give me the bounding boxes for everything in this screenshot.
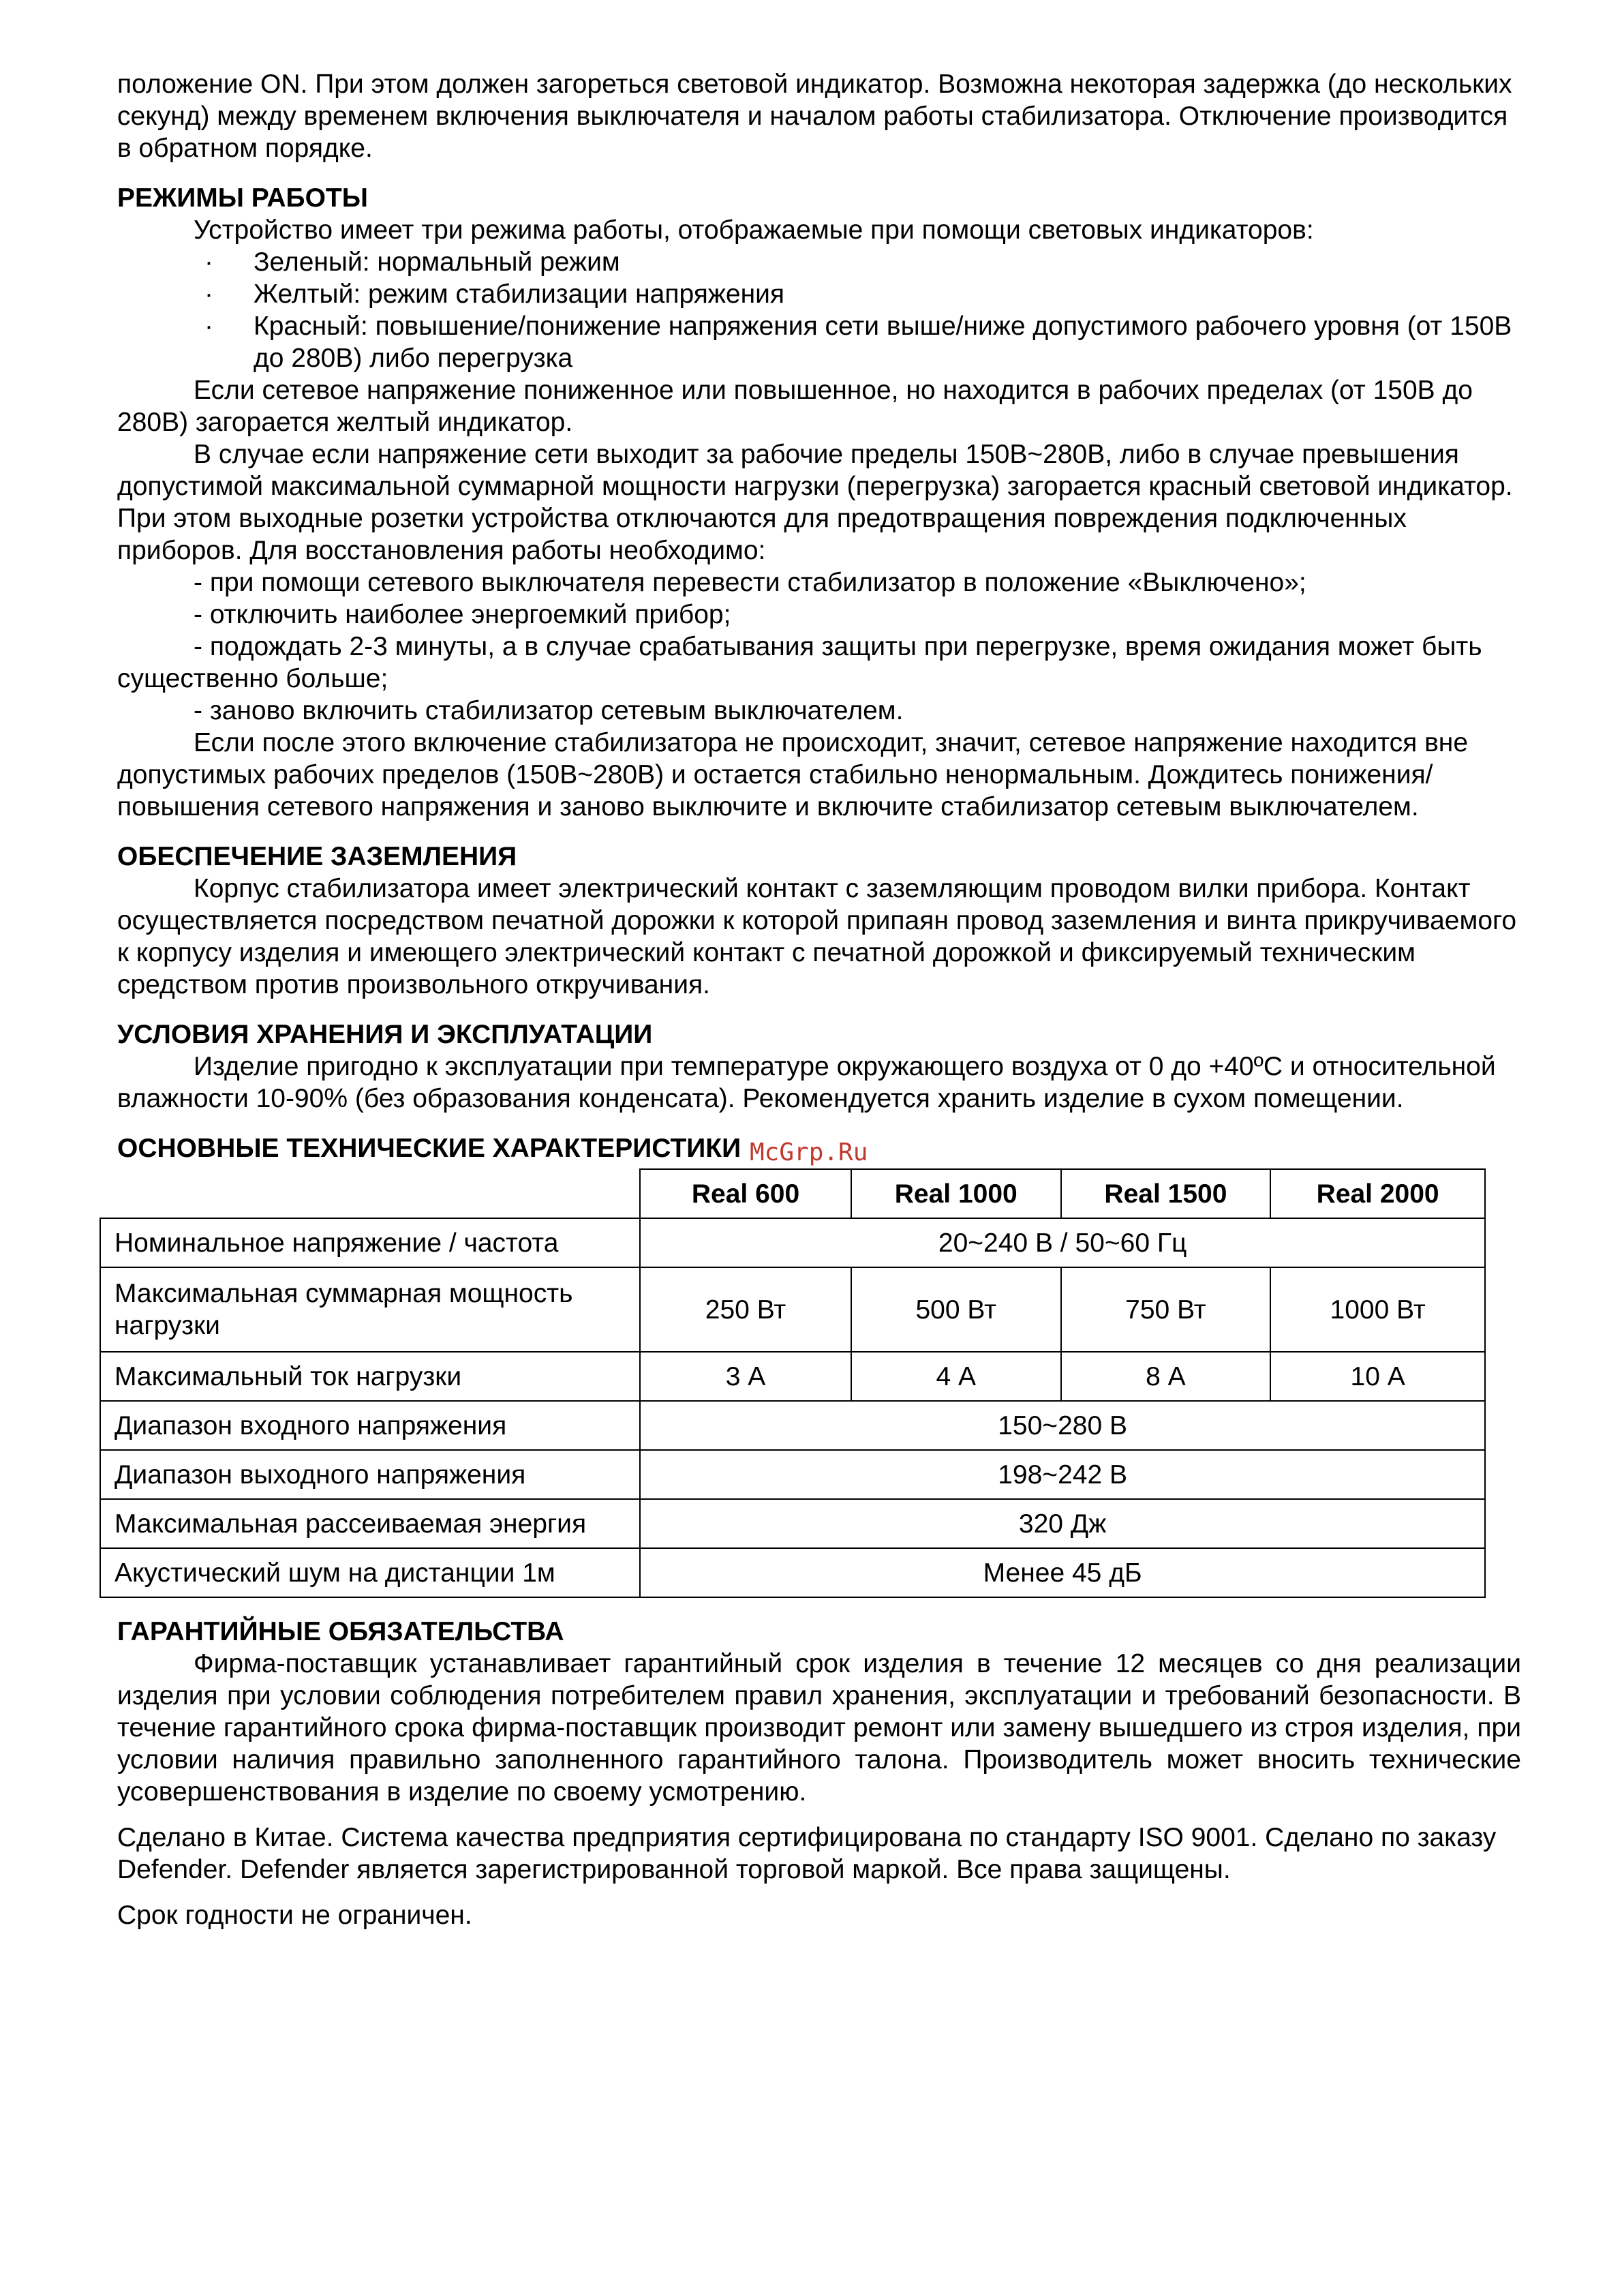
table-row [100,1548,1485,1597]
modes-paragraph-final: Если после этого включение стабилизатора не происходит, значит, сетевое напряжение находится вне допустимых рабочих пределов (150В~280В) и остается стабильно ненормальным. Дождитесь понижения/повышения сетевого напряжения и заново выключите и включите стабилизатор сетевым выключателем. [117,728,1469,821]
recovery-step: - заново включить стабилизатор сетевым выключателем. [194,696,904,725]
row-label: Максимальная суммарная мощность нагрузки [100,1267,640,1352]
row-value: 320 Дж [640,1499,1485,1548]
row-value: 198~242 В [640,1450,1485,1499]
row-value: 8 А [1061,1352,1271,1401]
modes-paragraph-red: В случае если напряжение сети выходит за рабочие пределы 150В~280В, либо в случае превышения допустимой максимальной суммарной мощности нагрузки (перегрузка) загорается красный световой индикатор. При этом выходные розетки устройства отключаются для предотвращения повреждения подключенных приборов. Для восстановления работы необходимо: [117,440,1513,565]
row-label: Номинальное напряжение / частота [100,1218,640,1267]
row-value: 500 Вт [851,1267,1061,1352]
table-row [100,1218,1485,1267]
table-corner [100,1169,640,1218]
row-label: Диапазон входного напряжения [100,1401,640,1450]
grounding-heading: ОБЕСПЕЧЕНИЕ ЗАЗЕМЛЕНИЯ [117,842,517,871]
modes-paragraph-yellow: Если сетевое напряжение пониженное или повышенное, но находится в рабочих пределах (от 150В до 280В) загорается желтый индикатор. [117,376,1473,437]
row-value: Менее 45 дБ [640,1548,1485,1597]
made-in-paragraph: Сделано в Китае. Система качества предприятия сертифицирована по стандарту ISO 9001. Сделано по заказу Defender. Defender является зарегистрированной торговой маркой. Все права защищены. [117,1823,1497,1884]
table-header-row [100,1169,1485,1218]
specs-table [100,1168,1486,1598]
watermark: McGrp.Ru [750,1138,868,1166]
table-row [100,1401,1485,1450]
row-value: 150~280 В [640,1401,1485,1450]
storage-heading: УСЛОВИЯ ХРАНЕНИЯ И ЭКСПЛУАТАЦИИ [117,1020,653,1049]
modes-lead: Устройство имеет три режима работы, отображаемые при помощи световых индикаторов: [194,215,1314,245]
document-page [114,68,1521,1931]
list-item: · Зеленый: нормальный режим [204,247,620,277]
row-value: 1000 Вт [1270,1267,1485,1352]
model-header: Real 600 [640,1169,851,1218]
specs-heading: ОСНОВНЫЕ ТЕХНИЧЕСКИЕ ХАРАКТЕРИСТИКИ [117,1134,741,1163]
recovery-step: - подождать 2-3 минуты, а в случае срабатывания защиты при перегрузке, время ожидания может быть существенно больше; [117,632,1482,693]
bullet-icon: · [204,312,213,341]
table-row [100,1352,1485,1401]
row-value: 10 А [1270,1352,1485,1401]
model-header: Real 1500 [1061,1169,1271,1218]
bullet-icon: · [204,247,213,277]
bullet-icon: · [204,280,213,309]
recovery-step: - отключить наиболее энергоемкий прибор; [194,600,731,629]
warranty-heading: ГАРАНТИЙНЫЕ ОБЯЗАТЕЛЬСТВА [117,1617,564,1646]
row-label: Максимальная рассеиваемая энергия [100,1499,640,1548]
row-value: 4 А [851,1352,1061,1401]
row-value: 3 А [640,1352,851,1401]
model-header: Real 2000 [1270,1169,1485,1218]
intro-paragraph: положение ON. При этом должен загореться световой индикатор. Возможна некоторая задержка (до нескольких секунд) между временем включения выключателя и началом работы стабилизатора. Отключение производится в обратном порядке. [117,70,1512,163]
warranty-paragraph: Фирма-поставщик устанавливает гарантийный срок изделия в течение 12 месяцев со дня реализации изделия при условии соблюдения потребителем правил хранения, эксплуатации и требований безопасности. В течение гарантийного срока фирма-поставщик производит ремонт или замену вышедшего из строя изделия, при условии наличия правильно заполненного гарантийного талона. Производитель может вносить технические усовершенствования в изделие по своему усмотрению. [117,1649,1521,1807]
row-label: Акустический шум на дистанции 1м [100,1548,640,1597]
table-row [100,1267,1485,1352]
shelf-life-paragraph: Срок годности не ограничен. [117,1901,472,1930]
row-value: 250 Вт [640,1267,851,1352]
row-label: Максимальный ток нагрузки [100,1352,640,1401]
table-row [100,1450,1485,1499]
recovery-step: - при помощи сетевого выключателя перевести стабилизатор в положение «Выключено»; [194,568,1306,597]
row-value: 20~240 В / 50~60 Гц [640,1218,1485,1267]
list-item: · Желтый: режим стабилизации напряжения [204,280,785,309]
model-header: Real 1000 [851,1169,1061,1218]
storage-paragraph: Изделие пригодно к эксплуатации при температуре окружающего воздуха от 0 до +40ºС и относительной влажности 10-90% (без образования конденсата). Рекомендуется хранить изделие в сухом помещении. [117,1052,1496,1113]
row-value: 750 Вт [1061,1267,1271,1352]
table-row [100,1499,1485,1548]
grounding-paragraph: Корпус стабилизатора имеет электрический контакт с заземляющим проводом вилки прибора. Контакт осуществляется посредством печатной дорожки к которой припаян провод заземления и винта прикручиваемого к корпусу изделия и имеющего электрический контакт с печатной дорожкой и фиксируемый техническим средством против произвольного откручивания. [117,874,1517,999]
row-label: Диапазон выходного напряжения [100,1450,640,1499]
list-item: · Красный: повышение/понижение напряжения сети выше/ниже допустимого рабочего уровня (от 150В до 280В) либо перегрузка [204,312,1512,373]
modes-bullet-list [117,246,1521,374]
modes-heading: РЕЖИМЫ РАБОТЫ [117,183,368,213]
